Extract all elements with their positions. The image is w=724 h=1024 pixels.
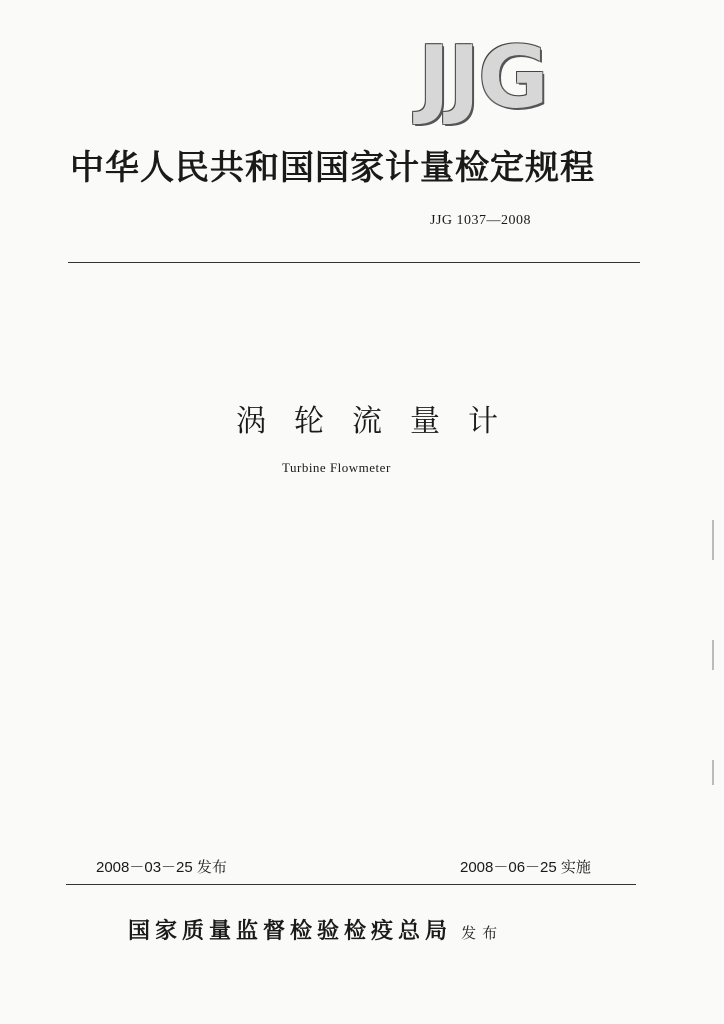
publisher xyxy=(128,914,503,945)
document-title-chinese: 涡轮流量计 xyxy=(236,404,526,439)
header-divider xyxy=(68,262,640,263)
standard-number: JJG 1037—2008 xyxy=(430,213,532,228)
issue-date: 2008－03－25 发布 xyxy=(96,859,227,876)
publisher-organization: 国家质量监督检验检疫总局 xyxy=(128,918,453,944)
document-title-english: Turbine Flowmeter xyxy=(282,460,391,475)
jjg-logo: JJG xyxy=(418,28,547,128)
implementation-date: 2008－06－25 实施 xyxy=(460,859,591,876)
scan-edge-mark xyxy=(712,760,714,785)
regulation-authority-heading: 中华人民共和国国家计量检定规程 xyxy=(70,148,595,188)
scan-edge-mark xyxy=(712,520,714,560)
scan-edge-mark xyxy=(712,640,714,670)
footer-divider xyxy=(66,884,636,885)
publisher-action: 发布 xyxy=(461,924,504,942)
